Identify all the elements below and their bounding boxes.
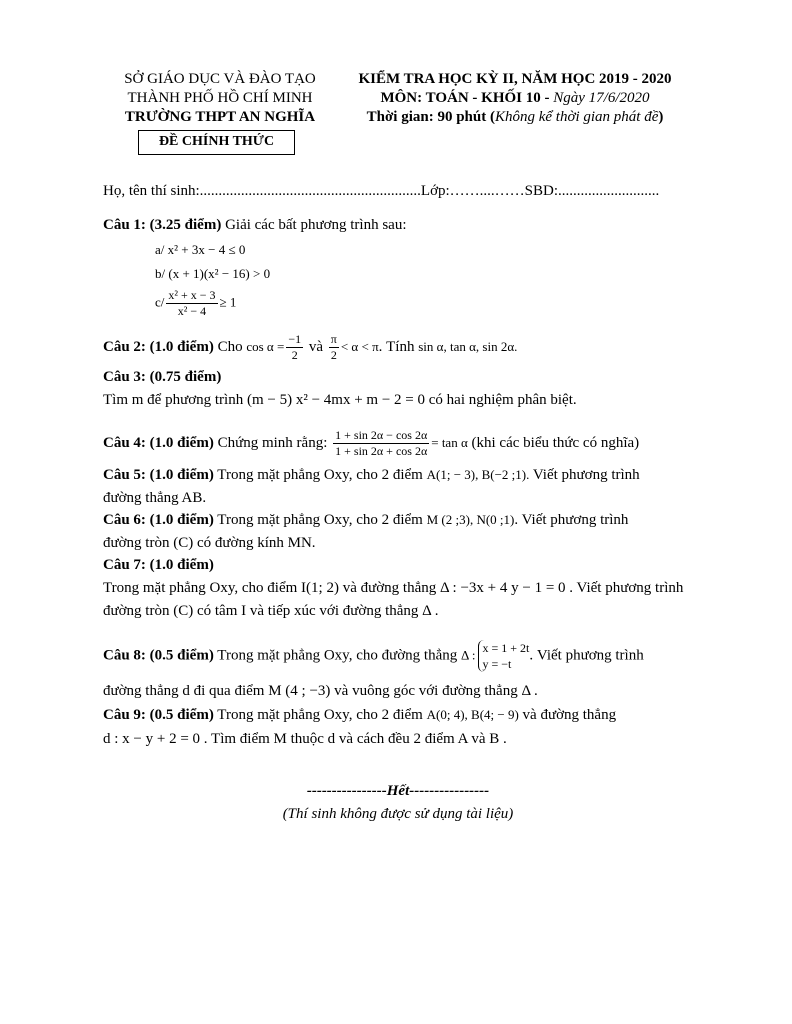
q3-text: Tìm m để phương trình (m − 5) x² − 4mx + m − 2 = 0 có hai nghiệm phân biệt.: [103, 392, 577, 408]
school: TRƯỜNG THPT AN NGHĨA: [124, 109, 316, 125]
q8-text2: . Viết phương trình: [529, 647, 644, 664]
q4-rhs: = tan α: [431, 434, 468, 450]
student-info-line: Họ, tên thí sinh:...........................................................Lớp:……....……SBD:...........................: [103, 183, 660, 199]
question-9: [103, 707, 616, 724]
q2-num1: −1: [288, 332, 302, 346]
question-5: [103, 467, 640, 484]
time: Thời gian: 90 phút (: [366, 109, 495, 125]
q8-label: Câu 8: (0.5 điểm): [103, 647, 214, 664]
q2-text2: . Tính: [378, 338, 419, 355]
q8-text: Trong mặt phẳng Oxy, cho đường thẳng: [213, 647, 461, 664]
exam-title: KIỂM TRA HỌC KỲ II, NĂM HỌC 2019 - 2020: [358, 71, 672, 87]
q1-c-denominator: x² − 4: [177, 304, 207, 318]
q9-line2: d : x − y + 2 = 0 . Tìm điểm M thuộc d và cách đều 2 điểm A và B .: [103, 731, 507, 747]
footer-note: (Thí sinh không được sử dụng tài liệu): [282, 806, 514, 822]
q6-text2: . Viết phương trình: [514, 512, 629, 528]
q6-points: M (2 ;3), N(0 ;1): [426, 512, 515, 527]
q9-text: Trong mặt phẳng Oxy, cho 2 điểm: [213, 707, 427, 723]
header-left: [100, 70, 340, 127]
q3-label: Câu 3: (0.75 điểm): [103, 369, 222, 385]
q6-line2: đường tròn (C) có đường kính MN.: [103, 535, 316, 551]
end-marker: ----------------Hết----------------: [306, 783, 490, 799]
q4-denominator: 1 + sin 2α + cos 2α: [335, 444, 428, 458]
question-2: [103, 332, 517, 363]
q4-numerator: 1 + sin 2α − cos 2α: [335, 428, 428, 442]
q2-label: Câu 2: (1.0 điểm): [103, 338, 214, 355]
q2-den1: 2: [291, 348, 298, 362]
time-close: ): [658, 109, 664, 125]
time-note: Không kể thời gian phát đề: [494, 109, 659, 125]
q1-text: Giải các bất phương trình sau:: [221, 217, 407, 233]
q6-label: Câu 6: (1.0 điểm): [103, 512, 214, 528]
q8-system-x: x = 1 + 2t: [482, 641, 530, 655]
q2-num2: π: [330, 332, 337, 346]
subject: MÔN: TOÁN - KHỐI 10 -: [380, 90, 554, 106]
header-right: [340, 70, 690, 127]
time-line: [340, 108, 690, 127]
q8-system-y: y = −t: [482, 657, 512, 671]
q2-cos: cos α =: [246, 338, 285, 354]
city: THÀNH PHỐ HỒ CHÍ MINH: [127, 90, 313, 106]
q5-points: A(1; − 3), B(−2 ;1).: [426, 467, 530, 482]
q8-system: [478, 640, 530, 672]
q5-label: Câu 5: (1.0 điểm): [103, 467, 214, 483]
q2-ineq: < α < π: [340, 338, 379, 354]
subject-line: [340, 89, 690, 108]
q9-text2: và đường thẳng: [518, 707, 617, 723]
q2-den2: 2: [330, 348, 337, 362]
q1-a: a/ x² + 3x − 4 ≤ 0: [155, 242, 246, 257]
question-4: [103, 428, 639, 459]
q9-label: Câu 9: (0.5 điểm): [103, 707, 214, 723]
q5-text: Trong mặt phẳng Oxy, cho 2 điểm: [213, 467, 427, 483]
q8-line2: đường thẳng d đi qua điểm M (4 ; −3) và vuông góc với đường thẳng Δ .: [103, 683, 538, 699]
q7-line1: Trong mặt phẳng Oxy, cho điểm I(1; 2) và đường thẳng Δ : −3x + 4 y − 1 = 0 . Viết phương trình: [103, 580, 684, 596]
q1-label: Câu 1: (3.25 điểm): [103, 217, 222, 233]
q1-c-relation: ≥ 1: [219, 294, 237, 310]
q7-line2: đường tròn (C) có tâm I và tiếp xúc với đường thẳng Δ .: [103, 603, 439, 619]
q1-c-numerator: x² + x − 3: [168, 288, 216, 302]
question-1: [103, 217, 407, 234]
q4-label: Câu 4: (1.0 điểm): [103, 434, 214, 451]
q8-delta: Δ :: [461, 647, 476, 663]
q6-text: Trong mặt phẳng Oxy, cho 2 điểm: [213, 512, 427, 528]
q2-and: và: [305, 338, 327, 355]
question-8: [103, 640, 644, 672]
q4-text: Chứng minh rằng:: [213, 434, 332, 451]
exam-date: Ngày 17/6/2020: [553, 90, 650, 106]
q5-line2: đường thẳng AB.: [103, 490, 207, 506]
q2-ask: sin α, tan α, sin 2α.: [418, 338, 518, 354]
q1-b: b/ (x + 1)(x² − 16) > 0: [155, 266, 271, 281]
q7-label: Câu 7: (1.0 điểm): [103, 557, 214, 573]
q4-note: (khi các biểu thức có nghĩa): [467, 434, 640, 451]
official-badge: ĐỀ CHÍNH THỨC: [138, 130, 295, 155]
q2-text: Cho: [213, 338, 247, 355]
q1-c: [155, 288, 236, 319]
question-6: [103, 512, 628, 529]
department: SỞ GIÁO DỤC VÀ ĐÀO TẠO: [124, 71, 316, 87]
q5-text2: Viết phương trình: [529, 467, 640, 483]
q9-points: A(0; 4), B(4; − 9): [426, 707, 519, 722]
q1-c-prefix: c/: [155, 294, 165, 310]
